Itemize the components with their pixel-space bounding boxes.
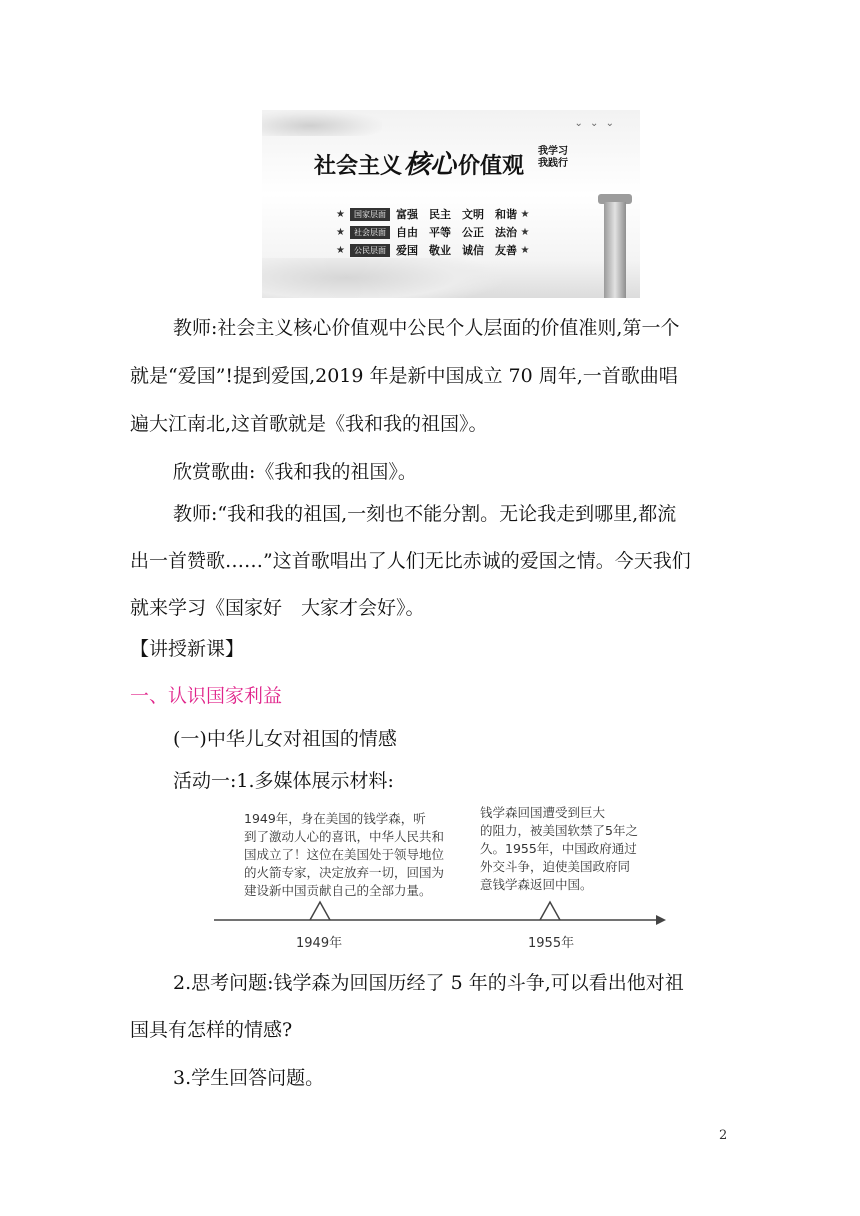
activity-label: 活动一:1.多媒体展示材料: [173,770,394,792]
values-row [336,224,531,240]
section-heading: 一、认识国家利益 [130,685,283,707]
section-label: 【讲授新课】 [130,638,245,660]
timeline-text-line: 外交斗争，迫使美国政府同 [480,859,631,874]
paragraph-line: 教师:社会主义核心价值观中公民个人层面的价值准则,第一个 [173,317,680,339]
timeline-year-label: 1949年 [296,936,343,951]
timeline-text-line: 到了激动人心的喜讯，中华人民共和 [244,829,445,844]
values-row [336,206,531,222]
banner-title-core: 核心 [404,150,457,180]
question-line: 3.学生回答问题。 [173,1067,325,1089]
timeline-text-line: 钱学森回国遭受到巨大 [480,805,606,820]
timeline-text-line: 建设新中国贡献自己的全部力量。 [244,883,432,898]
banner-title-part: 价值观 [458,154,525,179]
birds-icon: ⌄ ⌄ ⌄ [574,118,616,129]
banner-subtitle [538,146,578,170]
star-icon: ★ [336,244,345,256]
level-tag: 社会层面 [350,226,390,239]
cloud-decoration [262,258,502,298]
timeline-text-line: 国成立了！这位在美国处于领导地位 [244,847,445,862]
core-values-banner [262,110,640,298]
banner-title [314,144,524,181]
star-icon: ★ [517,226,530,238]
level-values: 富强 民主 文明 和谐 [396,208,517,221]
paragraph-line: 遍大江南北,这首歌就是《我和我的祖国》。 [130,413,488,435]
star-icon: ★ [517,208,530,220]
timeline-figure [210,798,670,956]
paragraph-line: 出一首赞歌……”这首歌唱出了人们无比赤诚的爱国之情。今天我们 [130,550,691,572]
paragraph-line: 就是“爱国”!提到爱国,2019 年是新中国成立 70 周年,一首歌曲唱 [130,365,678,387]
paragraph-line: 欣赏歌曲:《我和我的祖国》。 [173,461,417,483]
banner-title-part: 社会主义 [314,154,403,179]
timeline-text-line: 的阻力，被美国软禁了5年之 [480,823,638,838]
timeline-right-text [480,804,638,894]
timeline-text-line: 久。1955年，中国政府通过 [480,841,637,856]
level-tag: 国家层面 [350,208,390,221]
level-values: 爱国 敬业 诚信 友善 [396,244,517,257]
page-number: 2 [719,1128,728,1143]
timeline-year-label: 1955年 [528,936,575,951]
paragraph-line: 教师:“我和我的祖国,一刻也不能分割。无论我走到哪里,都流 [173,503,677,525]
subsection-heading: (一)中华儿女对祖国的情感 [173,728,397,750]
cloud-decoration [262,110,382,136]
star-icon: ★ [336,226,345,238]
question-line: 2.思考问题:钱学森为回国历经了 5 年的斗争,可以看出他对祖 [173,972,684,994]
banner-subtitle-line: 我学习 [538,146,568,157]
timeline-text-line: 意钱学森返回中国。 [480,877,593,892]
values-row [336,242,531,258]
question-line: 国具有怎样的情感? [130,1019,293,1041]
timeline-left-text [244,810,444,900]
timeline-text-line: 的火箭专家，决定放弃一切，回国为 [244,865,445,880]
timeline-text-line: 1949年，身在美国的钱学森，听 [244,811,426,826]
huabiao-pillar-icon [604,202,626,298]
star-icon: ★ [517,244,530,256]
star-icon: ★ [336,208,345,220]
banner-subtitle-line: 我践行 [538,158,568,169]
paragraph-line: 就来学习《国家好 大家才会好》。 [130,597,425,619]
values-rows [336,206,531,260]
level-tag: 公民层面 [350,244,390,257]
level-values: 自由 平等 公正 法治 [396,226,517,239]
